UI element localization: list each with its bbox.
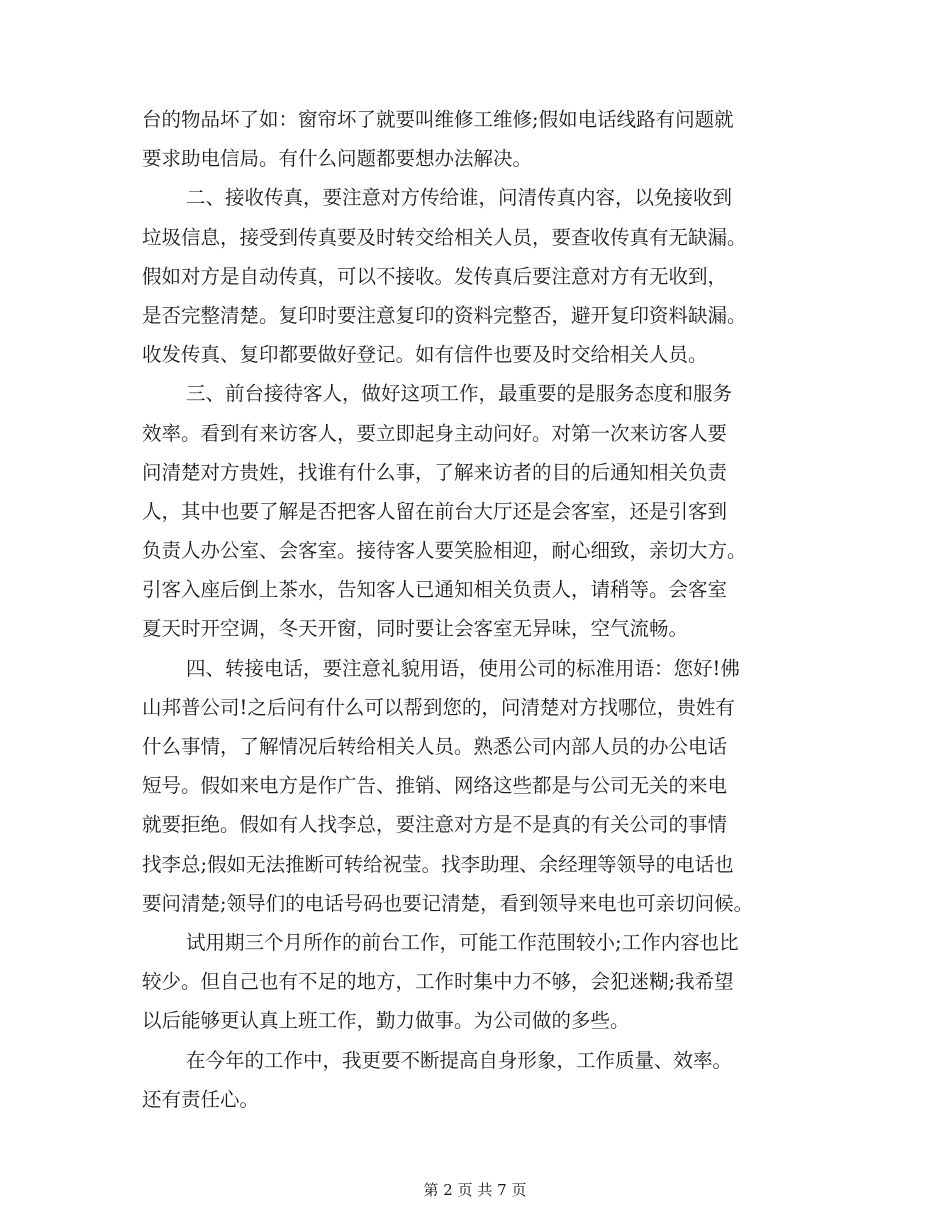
paragraph-line: 试用期三个月所作的前台工作，可能工作范围较小;工作内容也比 <box>186 930 739 954</box>
paragraph-line: 垃圾信息，接受到传真要及时转交给相关人员，要查收传真有无缺漏。 <box>142 225 747 249</box>
paragraph-line: 人，其中也要了解是否把客人留在前台大厅还是会客室，还是引客到 <box>142 499 728 523</box>
paragraph-line: 问清楚对方贵姓，找谁有什么事，了解来访者的目的后通知相关负责 <box>142 460 728 484</box>
paragraph-line: 引客入座后倒上茶水，告知客人已通知相关负责人，请稍等。会客室 <box>142 578 728 602</box>
paragraph-line: 什么事情，了解情况后转给相关人员。熟悉公司内部人员的办公电话 <box>142 735 728 758</box>
paragraph-1 <box>142 100 810 178</box>
paragraph-line: 山邦普公司!之后问有什么可以帮到您的，问清楚对方找哪位，贵姓有 <box>142 695 735 719</box>
paragraph-line: 短号。假如来电方是作广告、推销、网络这些都是与公司无关的来电 <box>142 774 728 798</box>
paragraph-line: 效率。看到有来访客人，要立即起身主动问好。对第一次来访客人要 <box>142 421 728 445</box>
paragraph-line: 找李总;假如无法推断可转给祝莹。找李助理、余经理等领导的电话也 <box>142 852 734 876</box>
paragraph-2 <box>142 178 810 374</box>
paragraph-line: 台的物品坏了如：窗帘坏了就要叫维修工维修;假如电话线路有问题就 <box>142 108 734 131</box>
paragraph-line: 就要拒绝。假如有人找李总，要注意对方是不是真的有关公司的事情 <box>142 813 728 837</box>
paragraph-line: 三、前台接待客人，做好这项工作，最重要的是服务态度和服务 <box>186 382 733 406</box>
paragraph-5 <box>142 923 810 1041</box>
paragraph-6 <box>142 1041 810 1119</box>
paragraph-3 <box>142 374 810 648</box>
document-body <box>142 100 810 1119</box>
paragraph-line: 在今年的工作中，我更要不断提高自身形象，工作质量、效率。 <box>186 1048 733 1072</box>
paragraph-line: 夏天时开空调，冬天开窗，同时要让会客室无异味，空气流畅。 <box>142 617 689 641</box>
paragraph-line: 以后能够更认真上班工作，勤力做事。为公司做的多些。 <box>142 1009 630 1033</box>
paragraph-line: 二、接收传真，要注意对方传给谁，问清传真内容，以免接收到 <box>186 186 733 210</box>
page-number-footer: 第 2 页 共 7 页 <box>423 1181 527 1199</box>
paragraph-line: 负责人办公室、会客室。接待客人要笑脸相迎，耐心细致，亲切大方。 <box>142 539 747 563</box>
paragraph-line: 四、转接电话，要注意礼貌用语，使用公司的标准用语：您好!佛 <box>186 656 740 680</box>
paragraph-line: 要问清楚;领导们的电话号码也要记清楚，看到领导来电也可亲切问候。 <box>142 891 754 915</box>
paragraph-line: 要求助电信局。有什么问题都要想办法解决。 <box>142 147 533 171</box>
paragraph-line: 还有责任心。 <box>142 1087 260 1111</box>
paragraph-4 <box>142 649 810 923</box>
paragraph-line: 收发传真、复印都要做好登记。如有信件也要及时交给相关人员。 <box>142 343 708 367</box>
paragraph-line: 假如对方是自动传真，可以不接收。发传真后要注意对方有无收到， <box>142 264 728 288</box>
paragraph-line: 较少。但自己也有不足的地方，工作时集中力不够，会犯迷糊;我希望 <box>142 970 734 994</box>
paragraph-line: 是否完整清楚。复印时要注意复印的资料完整否，避开复印资料缺漏。 <box>142 303 747 327</box>
